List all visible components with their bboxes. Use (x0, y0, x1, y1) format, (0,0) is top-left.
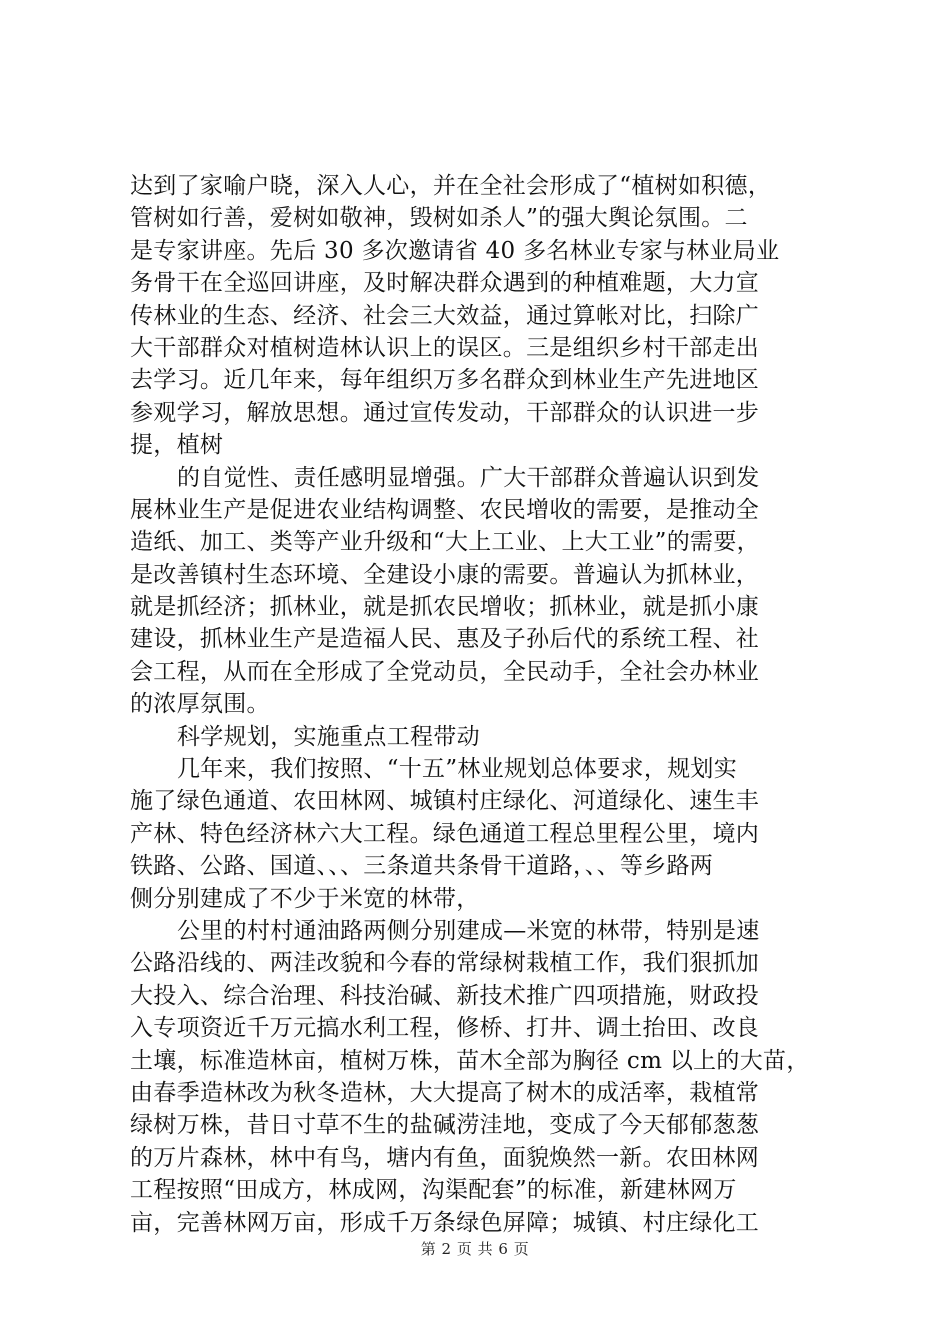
text-line: 就是抓经济；抓林业，就是抓农民增收；抓林业，就是抓小康 (130, 594, 760, 621)
text-line: 土壤，标准造林亩，植树万株，苗木全部为胸径 cm 以上的大苗， (130, 1047, 810, 1074)
text-line: 施了绿色通道、农田林网、城镇村庄绿化、河道绿化、速生丰 (130, 788, 760, 815)
text-line: 务骨干在全巡回讲座，及时解决群众遇到的种植难题，大力宣 (130, 270, 760, 297)
text-line: 铁路、公路、国道、、、三条道共条骨干道路，、、等乡路两 (130, 853, 714, 880)
text-line: 参观学习，解放思想。通过宣传发动，干部群众的认识进一步 (130, 399, 760, 426)
paragraph-start-line: 几年来，我们按照、“十五”林业规划总体要求，规划实 (177, 756, 738, 783)
text-line: 管树如行善，爱树如敬神，毁树如杀人”的强大舆论氛围。二 (130, 205, 748, 232)
text-line: 传林业的生态、经济、社会三大效益，通过算帐对比，扫除广 (130, 302, 760, 329)
section-heading: 科学规划，实施重点工程带动 (177, 723, 480, 750)
text-line: 去学习。近几年来，每年组织万多名群众到林业生产先进地区 (130, 367, 760, 394)
text-line: 入专项资近千万元搞水利工程，修桥、打井、调土抬田、改良 (130, 1015, 760, 1042)
text-line: 产林、特色经济林六大工程。绿色通道工程总里程公里，境内 (130, 820, 760, 847)
text-line: 会工程，从而在全形成了全党动员，全民动手，全社会办林业 (130, 658, 760, 685)
body-text (130, 170, 830, 1239)
text-line: 展林业生产是促进农业结构调整、农民增收的需要，是推动全 (130, 496, 760, 523)
text-line: 由春季造林改为秋冬造林，大大提高了树木的成活率，栽植常 (130, 1079, 760, 1106)
text-line: 是专家讲座。先后 30 多次邀请省 40 多名林业专家与林业局业 (130, 237, 780, 264)
text-line: 大干部群众对植树造林认识上的误区。三是组织乡村干部走出 (130, 334, 760, 361)
text-line: 是改善镇村生态环境、全建设小康的需要。普遍认为抓林业， (130, 561, 760, 588)
text-line: 公路沿线的、两洼改貌和今春的常绿树栽植工作，我们狠抓加 (130, 950, 760, 977)
text-line: 建设，抓林业生产是造福人民、惠及子孙后代的系统工程、社 (130, 626, 760, 653)
paragraph-start-line: 的自觉性、责任感明显增强。广大干部群众普遍认识到发 (177, 464, 760, 491)
text-line: 亩，完善林网万亩，形成千万条绿色屏障；城镇、村庄绿化工 (130, 1209, 760, 1236)
text-line: 达到了家喻户晓，深入人心，并在全社会形成了“植树如积德， (130, 173, 772, 199)
text-line: 侧分别建成了不少于米宽的林带， (130, 885, 480, 912)
text-line: 的浓厚氛围。 (130, 691, 270, 718)
text-line: 的万片森林，林中有鸟，塘内有鱼，面貌焕然一新。农田林网 (130, 1144, 760, 1171)
text-line: 工程按照“田成方，林成网，沟渠配套”的标准，新建林网万 (130, 1177, 737, 1204)
text-line: 提，植树 (130, 432, 224, 459)
text-line: 绿树万株，昔日寸草不生的盐碱涝洼地，变成了今天郁郁葱葱 (130, 1112, 760, 1139)
paragraph-start-line: 公里的村村通油路两侧分别建成—米宽的林带，特别是速 (177, 917, 760, 944)
page-footer: 第 2 页 共 6 页 (420, 1240, 530, 1258)
text-line: 大投入、综合治理、科技治碱、新技术推广四项措施，财政投 (130, 982, 760, 1009)
text-line: 造纸、加工、类等产业升级和“大上工业、上大工业”的需要， (130, 529, 760, 556)
